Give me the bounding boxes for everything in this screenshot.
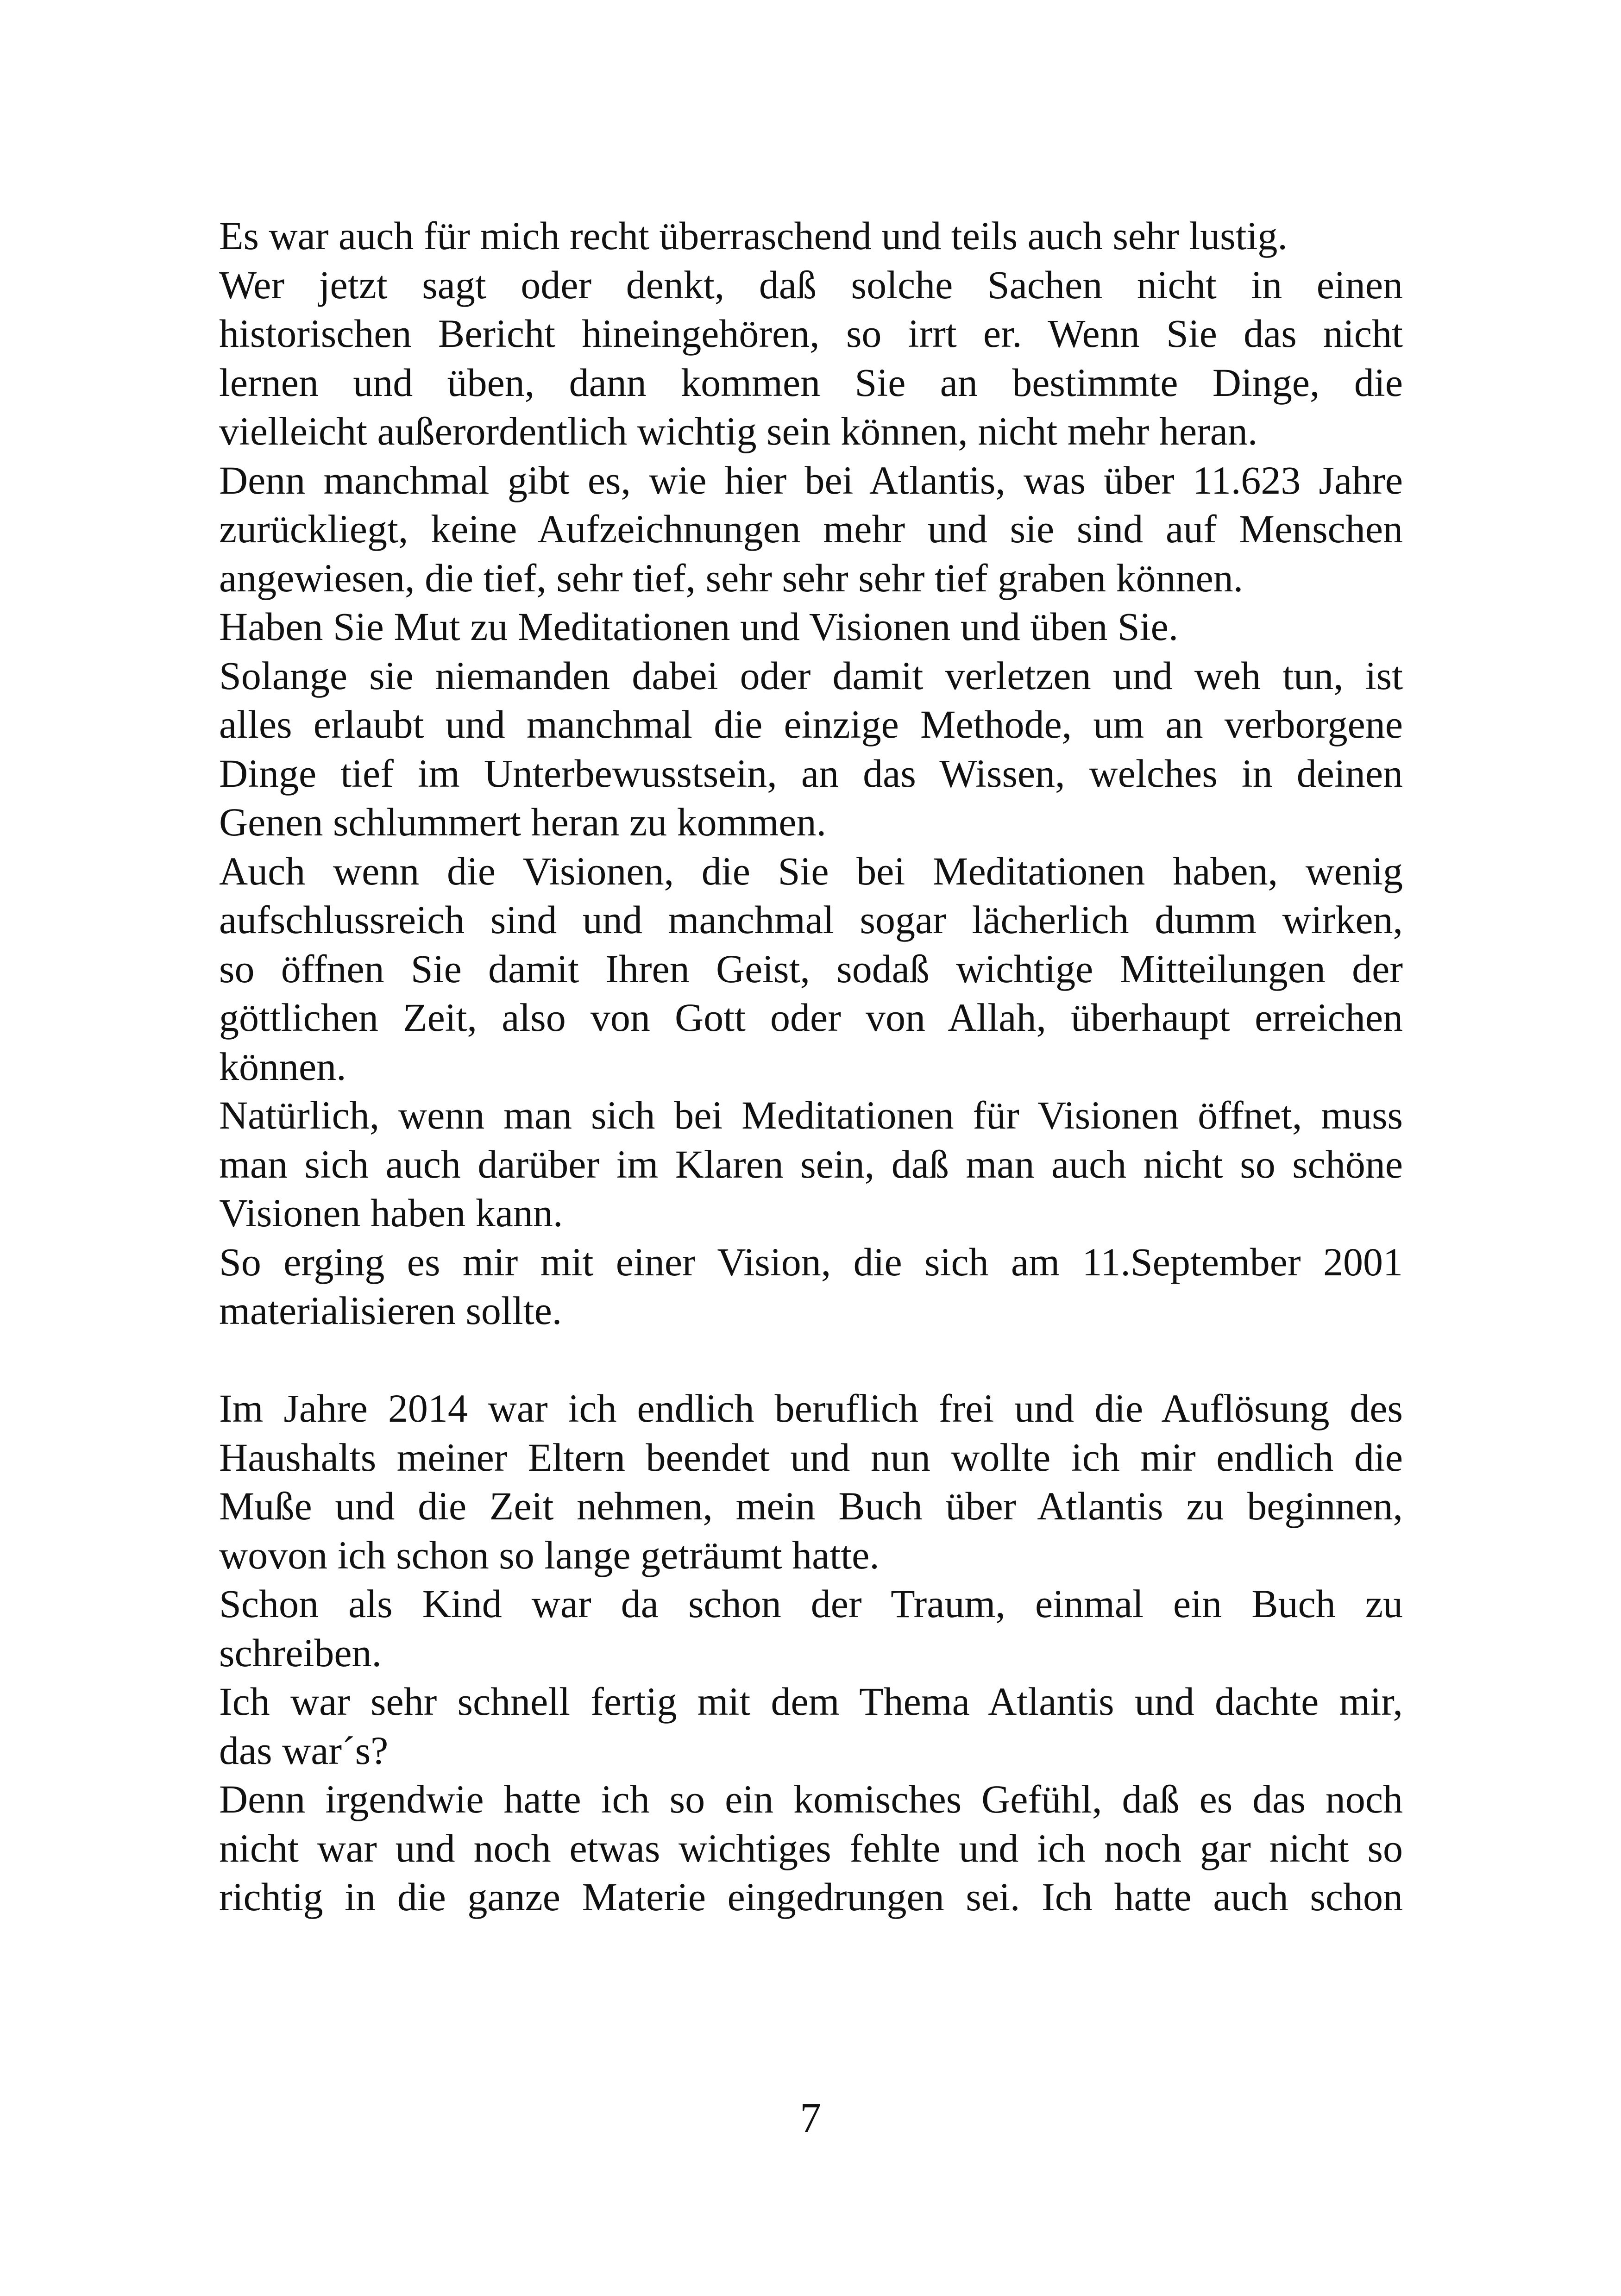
text-line: zurückliegt, keine Aufzeichnungen mehr und sie sind auf Menschen — [219, 507, 1403, 551]
text-line: können. — [219, 1044, 346, 1089]
text-line: vielleicht außerordentlich wichtig sein können, nicht mehr heran. — [219, 409, 1258, 453]
text-line: Ich war sehr schnell fertig mit dem Thema Atlantis und dachte mir, — [219, 1679, 1403, 1724]
text-line: Auch wenn die Visionen, die Sie bei Meditationen haben, wenig — [219, 848, 1403, 893]
text-line: wovon ich schon so lange geträumt hatte. — [219, 1532, 880, 1577]
text-line: alles erlaubt und manchmal die einzige Methode, um an verborgene — [219, 702, 1403, 747]
text-line: das war´s? — [219, 1728, 389, 1773]
text-line: schreiben. — [219, 1630, 382, 1675]
text-line: Schon als Kind war da schon der Traum, einmal ein Buch zu — [219, 1581, 1403, 1626]
text-line: Haushalts meiner Eltern beendet und nun wollte ich mir endlich die — [219, 1435, 1403, 1480]
text-line: Solange sie niemanden dabei oder damit verletzen und weh tun, ist — [219, 653, 1403, 698]
text-line: man sich auch darüber im Klaren sein, daß man auch nicht so schöne — [219, 1142, 1403, 1186]
text-line: Haben Sie Mut zu Meditationen und Visionen und üben Sie. — [219, 604, 1179, 649]
text-line: angewiesen, die tief, sehr tief, sehr sehr sehr tief graben können. — [219, 555, 1244, 600]
text-line: Genen schlummert heran zu kommen. — [219, 800, 827, 844]
text-line: Im Jahre 2014 war ich endlich beruflich frei und die Auflösung des — [219, 1386, 1403, 1430]
text-line: Muße und die Zeit nehmen, mein Buch über Atlantis zu beginnen, — [219, 1484, 1403, 1528]
page-number: 7 — [800, 2094, 821, 2141]
body-text — [219, 212, 1403, 1922]
text-line: richtig in die ganze Materie eingedrungen sei. Ich hatte auch schon — [219, 1875, 1403, 1919]
text-line: Visionen haben kann. — [219, 1191, 563, 1235]
text-line: Denn manchmal gibt es, wie hier bei Atlantis, was über 11.623 Jahre — [219, 458, 1403, 502]
text-line: Natürlich, wenn man sich bei Meditationen für Visionen öffnet, muss — [219, 1093, 1403, 1137]
text-line: aufschlussreich sind und manchmal sogar lächerlich dumm wirken, — [219, 897, 1403, 942]
text-line: Es war auch für mich recht überraschend und teils auch sehr lustig. — [219, 213, 1288, 258]
text-line: lernen und üben, dann kommen Sie an bestimmte Dinge, die — [219, 360, 1403, 405]
text-line: Dinge tief im Unterbewusstsein, an das Wissen, welches in deinen — [219, 751, 1403, 796]
text-line: historischen Bericht hineingehören, so irrt er. Wenn Sie das nicht — [219, 311, 1403, 356]
text-line: materialisieren sollte. — [219, 1288, 562, 1333]
text-line: so öffnen Sie damit Ihren Geist, sodaß wichtige Mitteilungen der — [219, 946, 1403, 991]
text-line: So erging es mir mit einer Vision, die sich am 11.September 2001 — [219, 1239, 1403, 1284]
text-line: Wer jetzt sagt oder denkt, daß solche Sachen nicht in einen — [219, 262, 1403, 307]
text-line: nicht war und noch etwas wichtiges fehlte und ich noch gar nicht so — [219, 1826, 1403, 1870]
text-line: Denn irgendwie hatte ich so ein komisches Gefühl, daß es das noch — [219, 1777, 1403, 1821]
blank-line — [219, 1336, 1403, 1385]
text-line: göttlichen Zeit, also von Gott oder von Allah, überhaupt erreichen — [219, 995, 1403, 1040]
